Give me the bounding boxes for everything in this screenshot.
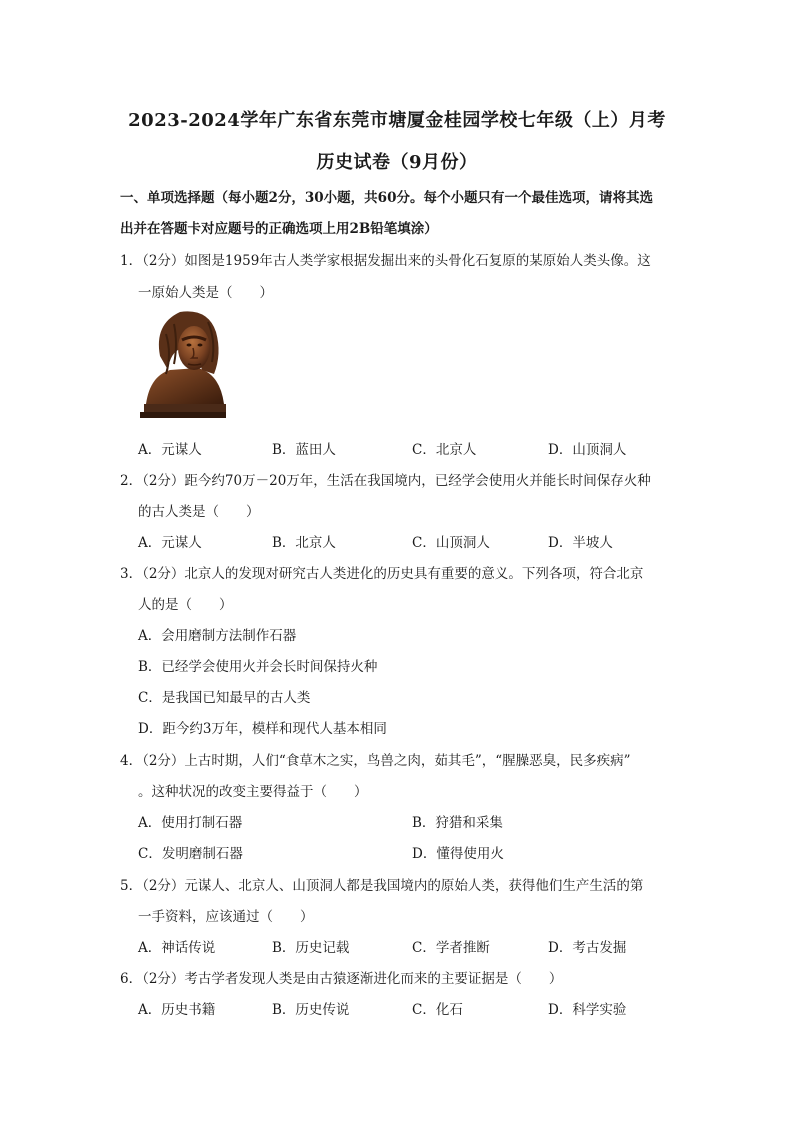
question-4-option-a[interactable]: A．使用打制石器	[138, 815, 243, 831]
question-4-stem-line2: 。这种状况的改变主要得益于（ ）	[138, 784, 368, 800]
question-2-option-d[interactable]: D．半坡人	[548, 535, 613, 551]
exam-title-line2: 历史试卷（9月份）	[316, 152, 478, 173]
question-3-stem-line1: 3．（2分）北京人的发现对研究古人类进化的历史具有重要的意义。下列各项，符合北京	[120, 566, 644, 582]
exam-title-line1: 2023-2024学年广东省东莞市塘厦金桂园学校七年级（上）月考	[128, 110, 666, 131]
question-1-option-c[interactable]: C．北京人	[412, 442, 477, 458]
question-1-stem-line2: 一原始人类是（ ）	[138, 285, 273, 301]
section-heading-line1: 一、单项选择题（每小题2分，30小题，共60分。每个小题只有一个最佳选项，请将其选	[120, 190, 653, 206]
question-1-stem-line1: 1．（2分）如图是1959年古人类学家根据发掘出来的头骨化石复原的某原始人类头像。这	[120, 253, 651, 269]
question-1-option-b[interactable]: B．蓝田人	[272, 442, 336, 458]
question-5-option-c[interactable]: C．学者推断	[412, 940, 490, 956]
question-2-option-c[interactable]: C．山顶洞人	[412, 535, 490, 551]
question-2-stem-line2: 的古人类是（ ）	[138, 504, 260, 520]
question-4-stem-line1: 4．（2分）上古时期，人们“食草木之实，鸟兽之肉，茹其毛”，“腥臊恶臭，民多疾病”	[120, 753, 631, 769]
question-4-option-d[interactable]: D．懂得使用火	[412, 846, 504, 862]
question-4-option-c[interactable]: C．发明磨制石器	[138, 846, 243, 862]
question-5-option-b[interactable]: B．历史记载	[272, 940, 350, 956]
question-3-option-d[interactable]: D．距今约3万年，模样和现代人基本相同	[138, 721, 387, 737]
question-6-option-c[interactable]: C．化石	[412, 1002, 463, 1018]
question-5-option-d[interactable]: D．考古发掘	[548, 940, 627, 956]
question-2-option-b[interactable]: B．北京人	[272, 535, 336, 551]
question-3-option-a[interactable]: A．会用磨制方法制作石器	[138, 628, 297, 644]
question-1-option-a[interactable]: A．元谋人	[138, 442, 202, 458]
question-1-option-d[interactable]: D．山顶洞人	[548, 442, 627, 458]
question-5-stem-line2: 一手资料，应该通过（ ）	[138, 909, 314, 925]
question-6-option-d[interactable]: D．科学实验	[548, 1002, 627, 1018]
question-2-stem-line1: 2．（2分）距今约70万－20万年，生活在我国境内，已经学会使用火并能长时间保存火种	[120, 473, 651, 489]
question-6-option-a[interactable]: A．历史书籍	[138, 1002, 216, 1018]
section-heading-line2: 出并在答题卡对应题号的正确选项上用2B铅笔填涂）	[120, 221, 438, 237]
question-6-stem-line1: 6．（2分）考古学者发现人类是由古猿逐渐进化而来的主要证据是（ ）	[120, 971, 563, 987]
question-6-option-b[interactable]: B．历史传说	[272, 1002, 350, 1018]
question-5-stem-line1: 5．（2分）元谋人、北京人、山顶洞人都是我国境内的原始人类，获得他们生产生活的第	[120, 878, 644, 894]
question-3-option-c[interactable]: C．是我国已知最早的古人类	[138, 690, 311, 706]
question-3-option-b[interactable]: B．已经学会使用火并会长时间保持火种	[138, 659, 378, 675]
question-3-stem-line2: 人的是（ ）	[138, 597, 233, 613]
question-2-option-a[interactable]: A．元谋人	[138, 535, 202, 551]
question-5-option-a[interactable]: A．神话传说	[138, 940, 216, 956]
question-4-option-b[interactable]: B．狩猎和采集	[412, 815, 503, 831]
hominid-bust-image	[136, 304, 230, 420]
